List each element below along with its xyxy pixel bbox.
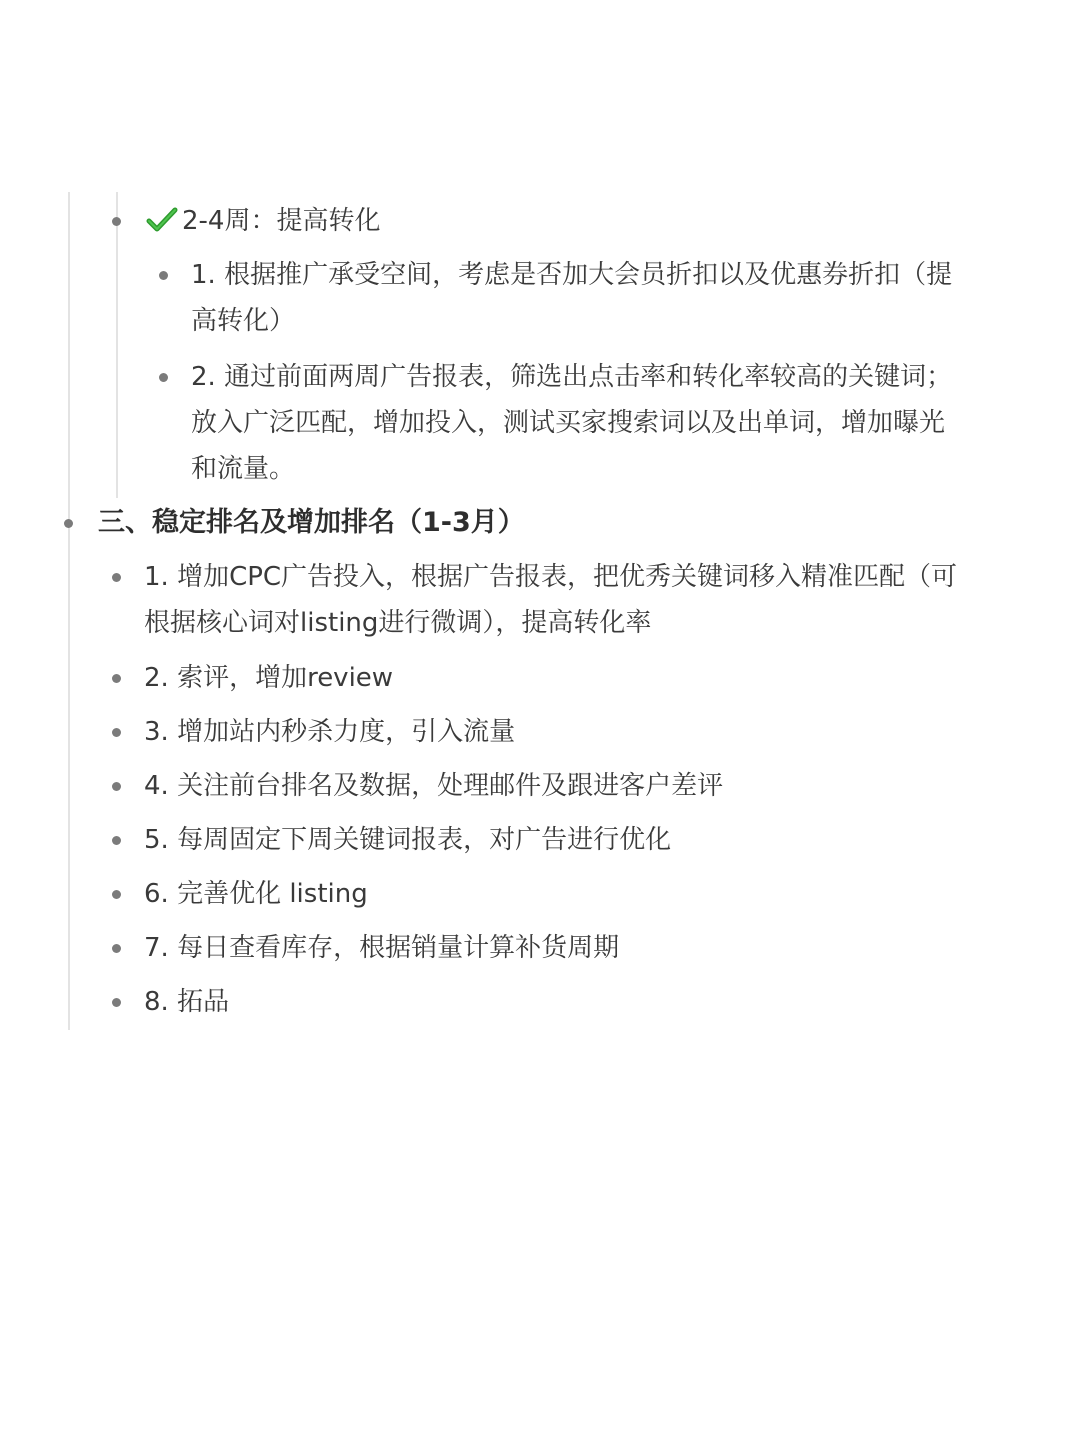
indent-guide-inner (116, 192, 118, 498)
list-item-line: 6. 完善优化 listing (144, 879, 368, 909)
list-item-line: 1. 根据推广承受空间，考虑是否加大会员折扣以及优惠券折扣（提 (191, 260, 953, 290)
list-item-line: 1. 增加CPC广告投入，根据广告报表，把优秀关键词移入精准匹配（可 (144, 562, 958, 592)
list-item-line: 和流量。 (191, 454, 296, 484)
list-item-line: 3. 增加站内秒杀力度，引入流量 (144, 717, 516, 747)
indent-guide-outer (68, 192, 70, 1030)
list-item-line: 2. 通过前面两周广告报表，筛选出点击率和转化率较高的关键词； (191, 362, 953, 392)
bullet-dot (159, 271, 168, 280)
list-item-line: 8. 拓品 (144, 987, 230, 1017)
check-mark-icon (146, 202, 178, 248)
bullet-dot (112, 674, 121, 683)
bullet-dot (112, 573, 121, 582)
list-item-line: 4. 关注前台排名及数据，处理邮件及跟进客户差评 (144, 771, 724, 801)
list-item-line: 5. 每周固定下周关键词报表，对广告进行优化 (144, 825, 672, 855)
bullet-dot (112, 998, 121, 1007)
list-item-line: 2. 索评，增加review (144, 663, 394, 693)
list-item-line: 根据核心词对listing进行微调），提高转化率 (144, 608, 652, 638)
bullet-dot (112, 890, 121, 899)
list-item-line: 放入广泛匹配，增加投入，测试买家搜索词以及出单词，增加曝光 (191, 408, 946, 438)
bullet-dot (112, 944, 121, 953)
week-block-title (146, 198, 380, 248)
bullet-dot (112, 728, 121, 737)
list-item-line: 高转化） (191, 306, 296, 336)
bullet-dot (112, 782, 121, 791)
week-block-title-text: 2-4周：提高转化 (182, 206, 381, 236)
list-item-line: 7. 每日查看库存，根据销量计算补货周期 (144, 933, 620, 963)
bullet-dot (64, 519, 73, 528)
bullet-dot (159, 373, 168, 382)
bullet-dot (112, 836, 121, 845)
bullet-dot (112, 217, 121, 226)
section-heading: 三、稳定排名及增加排名（1-3月） (98, 507, 525, 538)
